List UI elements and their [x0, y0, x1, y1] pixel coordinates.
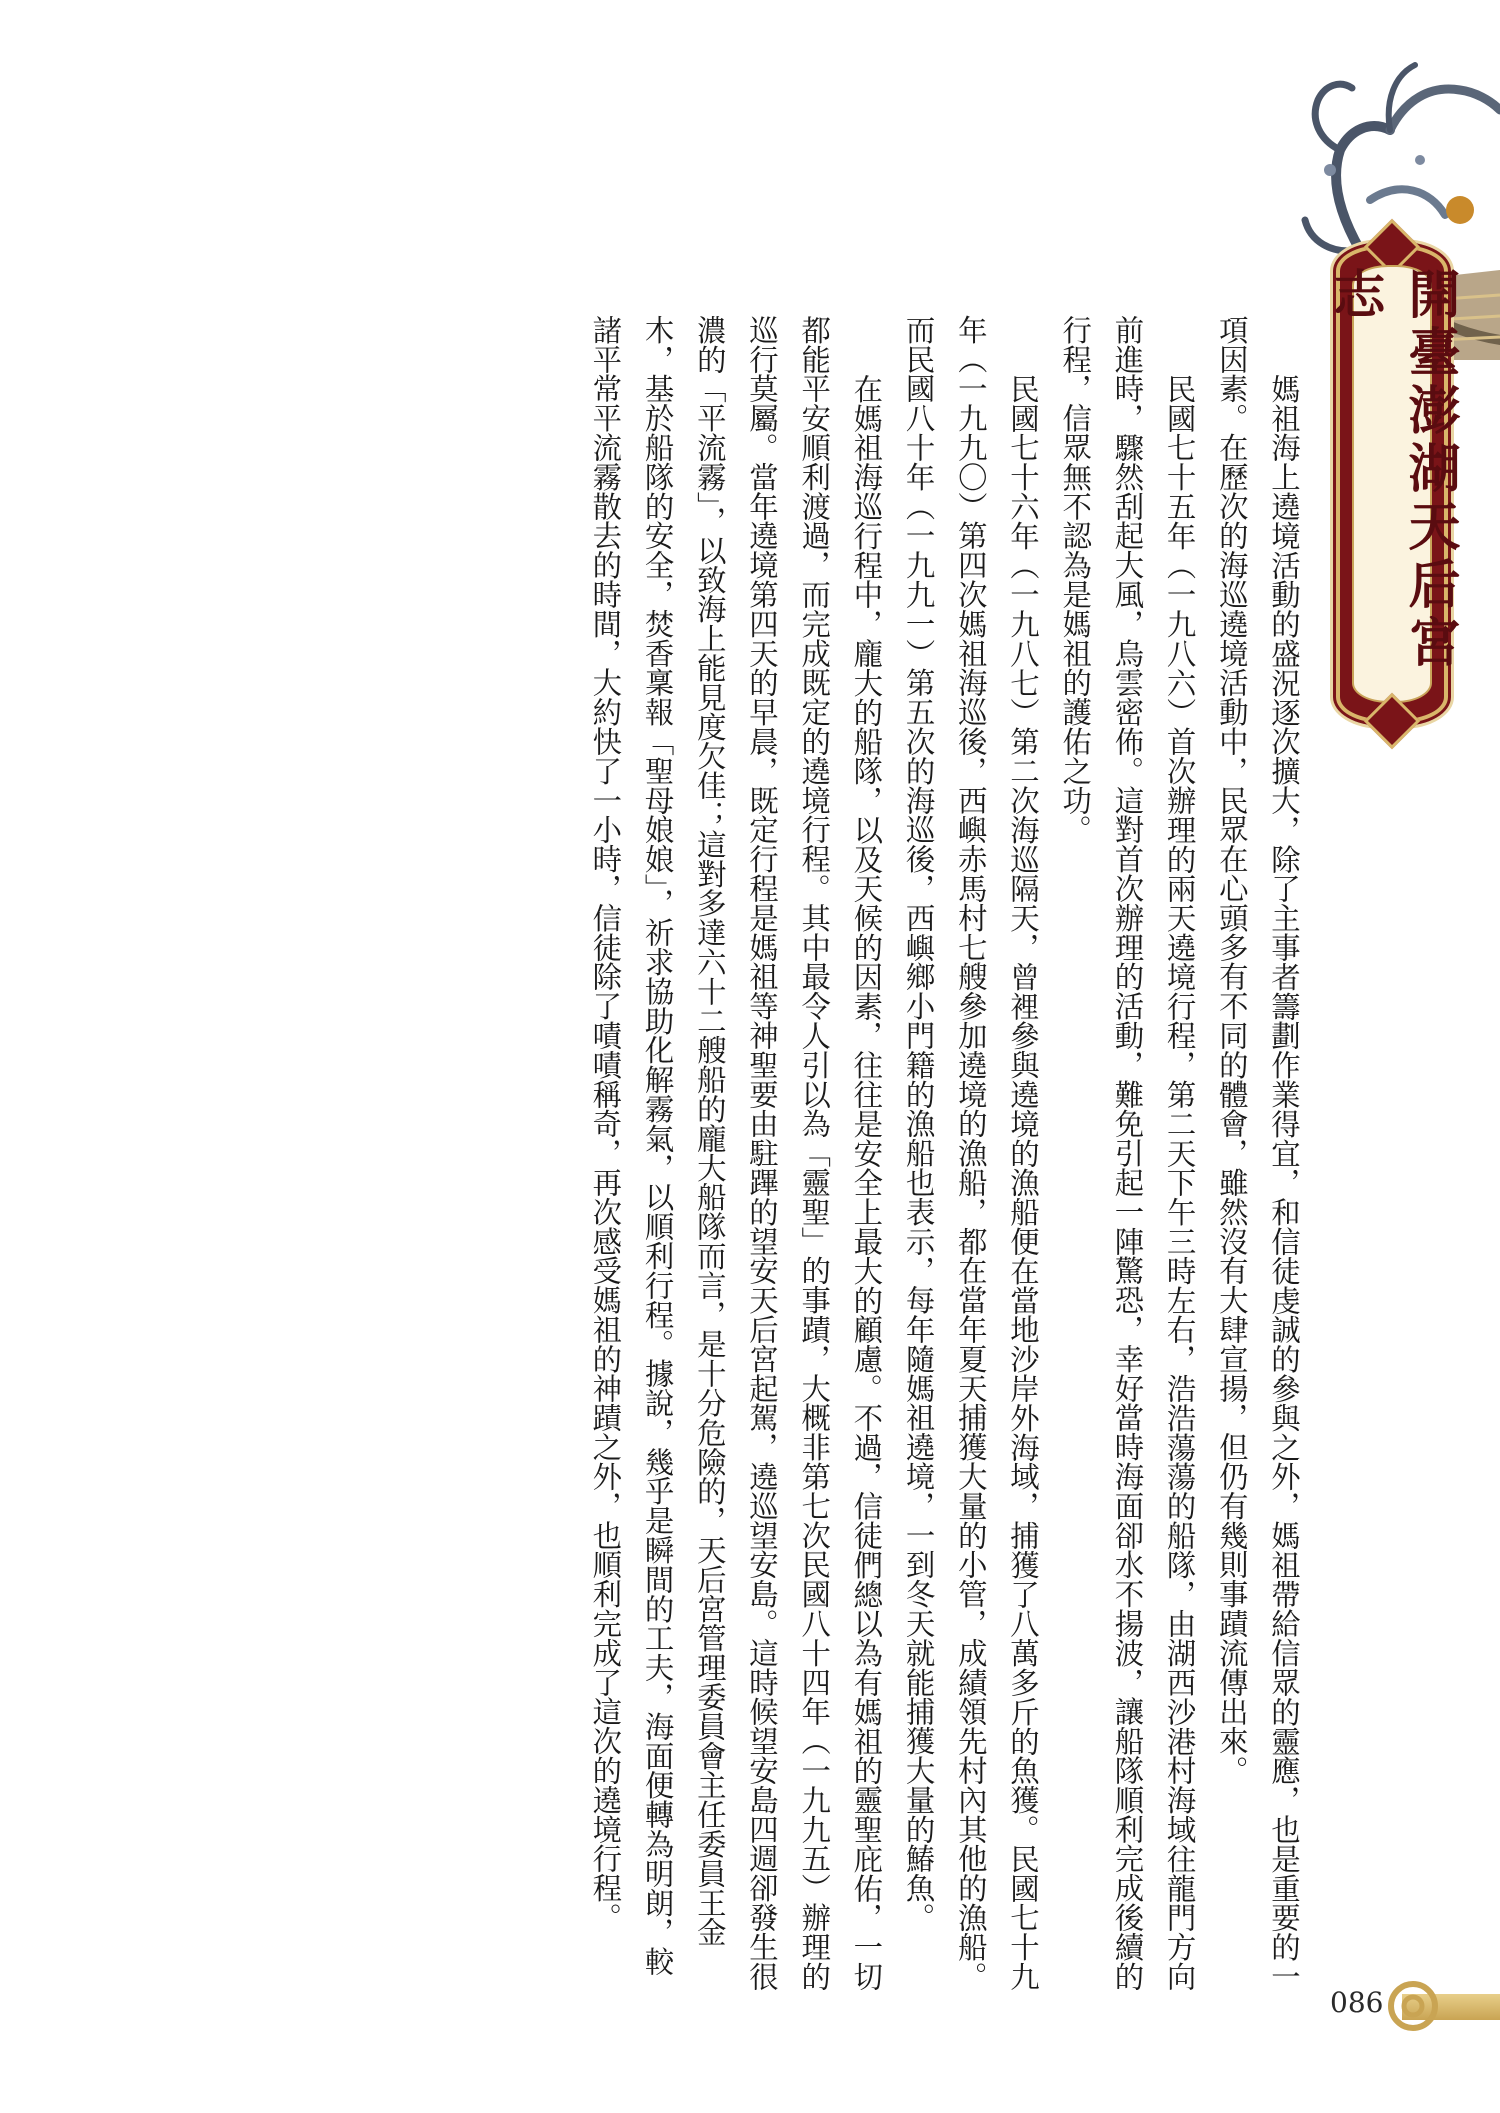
- scroll-ornament-icon: [1385, 1978, 1441, 2034]
- paragraph: 在媽祖海巡行程中，龐大的船隊，以及天候的因素，往往是安全上最大的顧慮。不過，信徒們總以為有媽祖的靈聖庇佑，一切都能平安順利渡過，而完成既定的遶境行程。其中最令人引以為「靈聖」的事蹟，大概非第七次民國八十四年（一九九五）辦理的巡行莫屬。當年遶境第四天的早晨，既定行程是媽祖等神聖要由駐蹕的望安天后宮起駕，遶巡望安島。這時候望安島四週卻發生很濃的「平流霧」，以致海上能見度欠佳；這對多達六十二艘船的龐大船隊而言，是十分危險的，天后宮管理委員會主任委員王金木，基於船隊的安全，焚香稟報「聖母娘娘」，祈求協助化解霧氣，以順利行程。據說，幾乎是瞬間的工夫，海面便轉為明朗，較諸平常平流霧散去的時間，大約快了一小時，信徒除了嘖嘖稱奇，再次感受媽祖的神蹟之外，也順利完成了這次的遶境行程。: [588, 315, 884, 1991]
- paragraph: 民國七十六年（一九八七）第二次海巡隔天，曾裡參與遶境的漁船便在當地沙岸外海域，捕獲了八萬多斤的魚獲。民國七十九年（一九九〇）第四次媽祖海巡後，西嶼赤馬村七艘參加遶境的漁船，都在當年夏天捕獲大量的小管，成績領先村內其他的漁船。而民國八十年（一九九一）第五次的海巡後，西嶼鄉小門籍的漁船也表示，每年隨媽祖遶境，一到冬天就能捕獲大量的鰆魚。: [901, 315, 1040, 1991]
- main-text: [410, 315, 1310, 1995]
- title-banner: [1324, 245, 1460, 723]
- paragraph: 媽祖海上遶境活動的盛況逐次擴大，除了主事者籌劃作業得宜，和信徒虔誠的參與之外，媽祖帶給信眾的靈應，也是重要的一項因素。在歷次的海巡遶境活動中，民眾在心頭多有不同的體會，雖然沒有大肆宣揚，但仍有幾則事蹟流傳出來。: [1214, 315, 1301, 1991]
- page-number: 086: [1330, 1986, 1384, 2019]
- book-title: 開臺澎湖天后宮志: [1324, 267, 1460, 673]
- banner-inner: [1324, 265, 1460, 703]
- paragraph: 民國七十五年（一九八六）首次辦理的兩天遶境行程，第二天下午三時左右，浩浩蕩蕩的船隊，由湖西沙港村海域往龍門方向前進時，驟然刮起大風，烏雲密佈。這對首次辦理的活動，難免引起一陣驚恐，幸好當時海面卻水不揚波，讓船隊順利完成後續的行程，信眾無不認為是媽祖的護佑之功。: [1058, 315, 1197, 1991]
